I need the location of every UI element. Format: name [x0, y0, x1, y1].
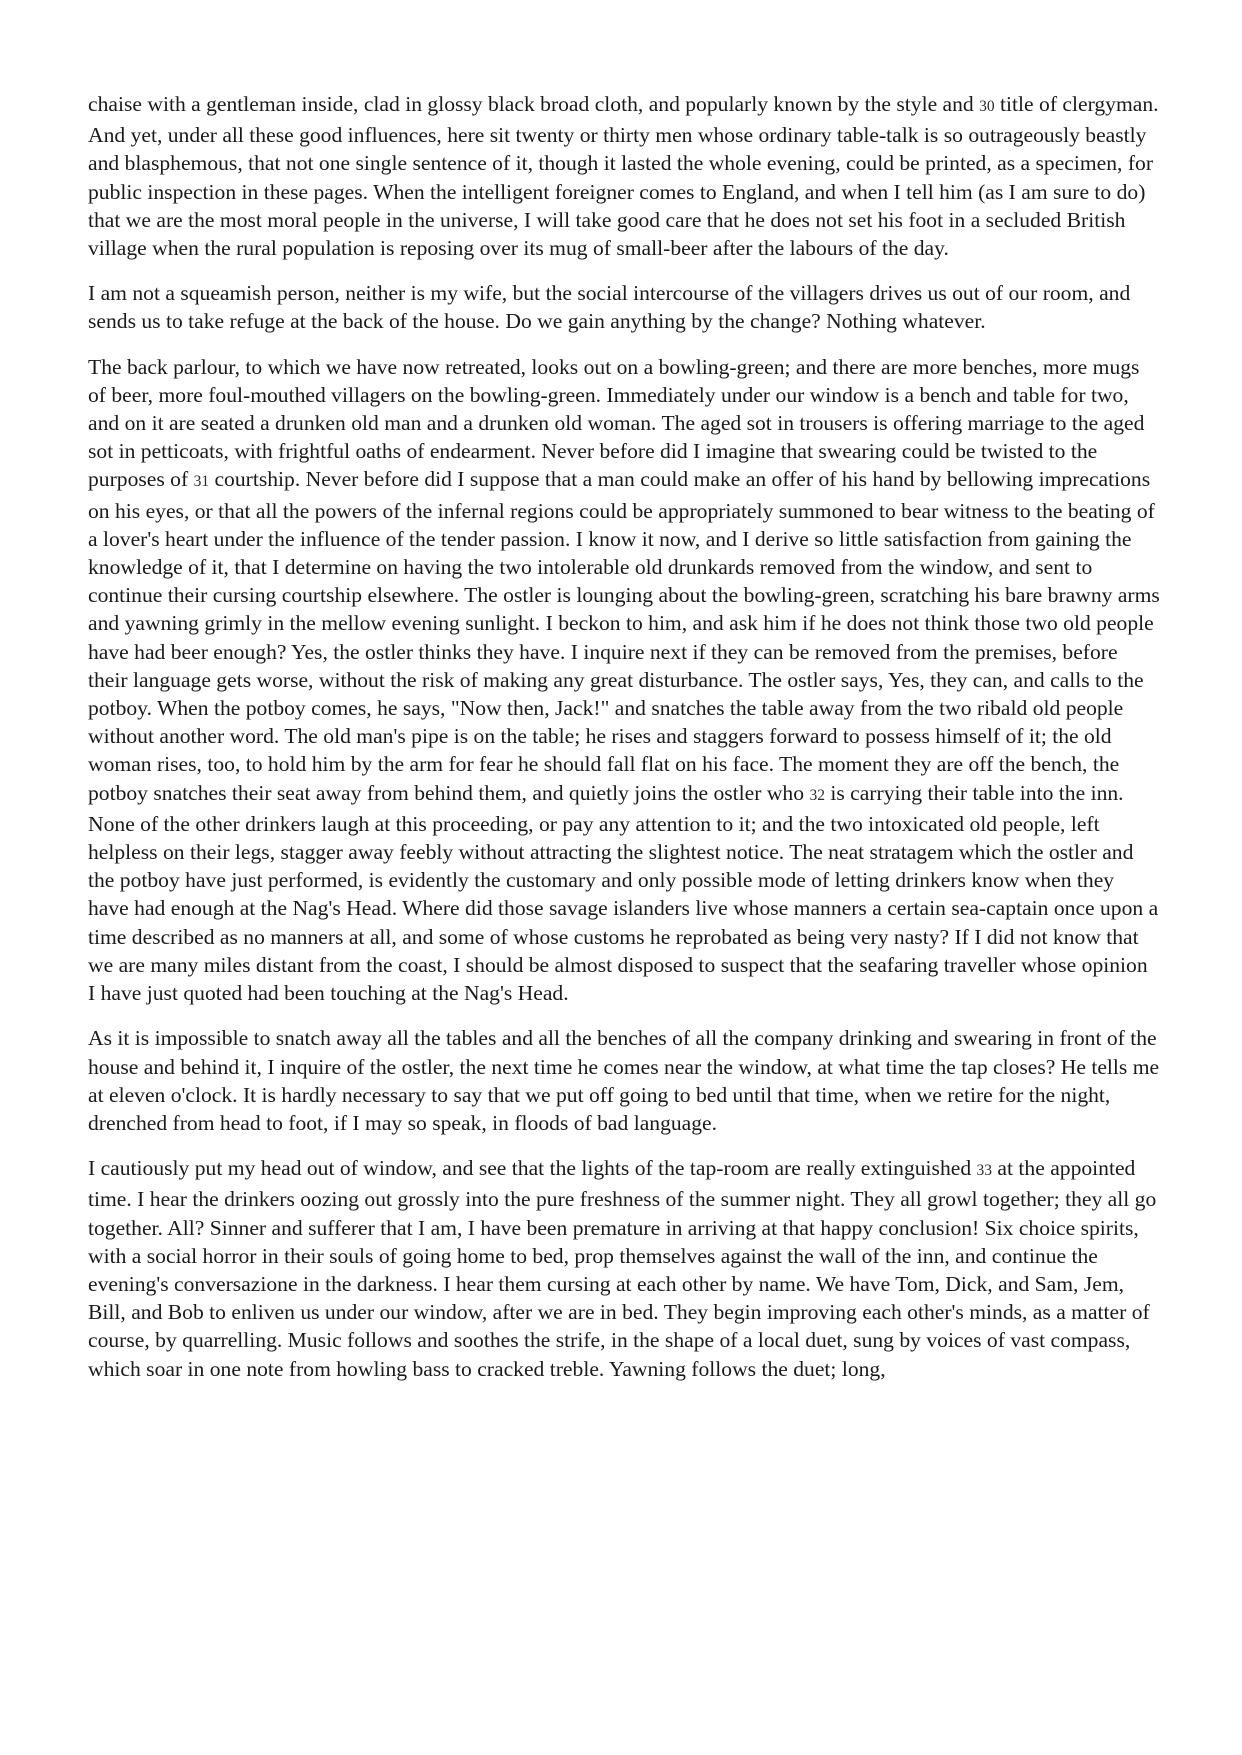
text-run: I cautiously put my head out of window, and see that the lights of the tap-room are really extinguished — [88, 1156, 977, 1181]
text-run: is carrying their table into the inn. None of the other drinkers laugh at this proceeding, or pay any attention to it; and the two intoxicated old people, left helpless on their legs, stagger away feebly without attracting the slightest notice. The neat stratagem which the ostler and the potboy have just performed, is evidently the customary and only possible mode of letting drinkers know when they have had enough at the Nag's Head. Where did those savage islanders live whose manners a certain sea-captain once upon a time described as no manners at all, and some of whose customs he reprobated as being very nasty? If I did not know that we are many miles distant from the coast, I should be almost disposed to suspect that the seafaring traveller whose opinion I have just quoted had been touching at the Nag's Head. — [88, 780, 1159, 1006]
page-number-marker: 31 — [193, 473, 210, 491]
page-number-marker: 33 — [976, 1162, 993, 1180]
paragraph — [88, 90, 1160, 262]
paragraph — [88, 1024, 1160, 1137]
text-run: courtship. Never before did I suppose that a man could make an offer of his hand by bellowing imprecations on his eyes, or that all the powers of the infernal regions could be appropriately summoned to bear witness to the beating of a lover's heart under the influence of the tender passion. I know it now, and I derive so little satisfaction from gaining the knowledge of it, that I determine on having the two intolerable old drunkards removed from the window, and sent to continue their cursing courtship elsewhere. The ostler is lounging about the bowling-green, scratching his bare brawny arms and yawning grimly in the mellow evening sunlight. I beckon to him, and ask him if he does not think those two old people have had beer enough? Yes, the ostler thinks they have. I inquire next if they can be removed from the premises, before their language gets worse, without the risk of making any great disturbance. The ostler says, Yes, they can, and calls to the potboy. When the potboy comes, he says, "Now then, Jack!" and snatches the table away from the two ribald old people without another word. The old man's pipe is on the table; he rises and staggers forward to possess himself of it; the old woman rises, too, to hold him by the arm for fear he should fall flat on his face. The moment they are off the bench, the potboy snatches their seat away from behind them, and quietly joins the ostler who — [88, 467, 1160, 805]
text-run: I am not a squeamish person, neither is my wife, but the social intercourse of the villagers drives us out of our room, and sends us to take refuge at the back of the house. Do we gain anything by the change? Nothing whatever. — [88, 281, 1131, 334]
text-run: The back parlour, to which we have now retreated, looks out on a bowling-green; and there are more benches, more mugs of beer, more foul-mouthed villagers on the bowling-green. Immediately under our window is a bench and table for two, and on it are seated a drunken old man and a drunken old woman. The aged sot in trousers is offering marriage to the aged sot in petticoats, with frightful oaths of endearment. Never before did I imagine that swearing could be twisted to the purposes of — [88, 354, 1145, 492]
paragraph — [88, 353, 1160, 1008]
text-run: chaise with a gentleman inside, clad in glossy black broad cloth, and popularly known by the style and — [88, 92, 980, 116]
page-number-marker: 32 — [809, 786, 825, 804]
text-run: As it is impossible to snatch away all the tables and all the benches of all the company drinking and swearing in front of the house and behind it, I inquire of the ostler, the next time he comes near the window, at what time the tap closes? He tells me at eleven o'clock. It is hardly necessary to say that we put off going to bed until that time, when we retire for the night, drenched from head to foot, if I may so speak, in floods of bad language. — [88, 1026, 1160, 1135]
paragraph — [88, 279, 1160, 335]
text-run: title of clergyman. And yet, under all these good influences, here sit twenty or thirty men whose ordinary table-talk is so outrageously beastly and blasphemous, that not one single sentence of it, though it lasted the whole evening, could be printed, as a specimen, for public inspection in these pages. When the intelligent foreigner comes to England, and when I tell him (as I am sure to do) that we are the most moral people in the universe, I will take good care that he does not set his foot in a secluded British village when the rural population is reposing over its mug of small-beer after the labours of the day. — [88, 92, 1159, 261]
page-number-marker: 30 — [979, 98, 995, 115]
document-page — [88, 90, 1160, 1400]
text-run: at the appointed time. I hear the drinkers oozing out grossly into the pure freshness of the summer night. They all growl together; they all go together. All? Sinner and sufferer that I am, I have been premature in arriving at that happy conclusion! Six choice spirits, with a social horror in their souls of going home to bed, prop themselves against the wall of the inn, and continue the evening's conversazione in the darkness. I hear them cursing at each other by name. We have Tom, Dick, and Sam, Jem, Bill, and Bob to enliven us under our window, after we are in bed. They begin improving each other's minds, as a matter of course, by quarrelling. Music follows and soothes the strife, in the shape of a local duet, sung by voices of vast compass, which soar in one note from howling bass to cracked treble. Yawning follows the duet; long, — [88, 1156, 1157, 1381]
paragraph — [88, 1154, 1160, 1383]
